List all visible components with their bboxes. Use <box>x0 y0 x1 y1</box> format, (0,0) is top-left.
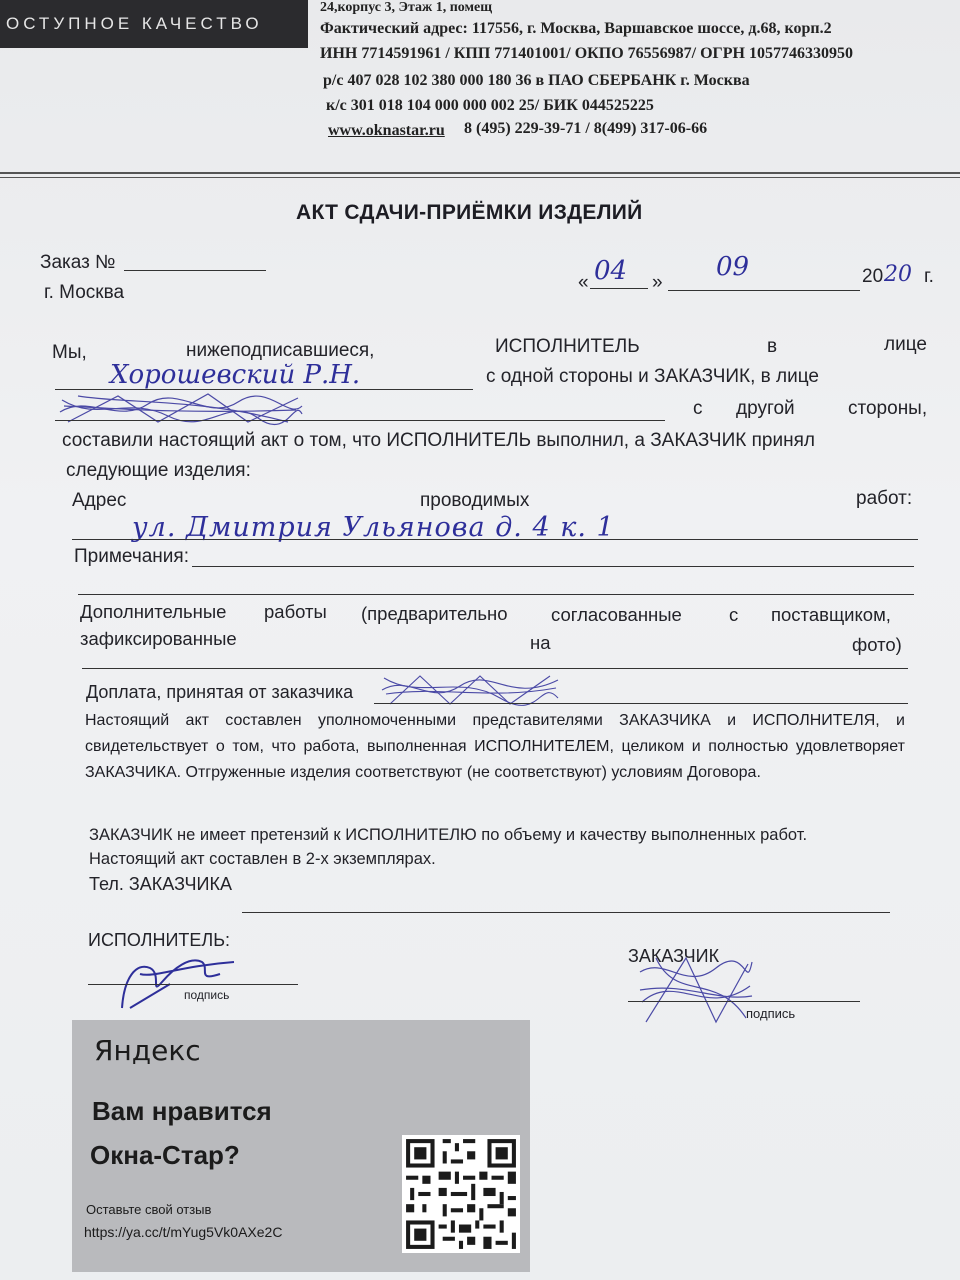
date-day-line <box>590 288 648 289</box>
logo-tagline: ОСТУПНОЕ КАЧЕСТВО <box>6 14 263 33</box>
payment-line <box>374 703 908 704</box>
parties-word: ИСПОЛНИТЕЛЬ <box>495 336 640 357</box>
yandex-review-link[interactable]: https://ya.cc/t/mYug5Vk0AXe2C <box>84 1224 283 1240</box>
executor-name-handwritten: Хорошевский Р.Н. <box>110 360 361 390</box>
notes-line-2 <box>78 594 914 595</box>
parties-line4: следующие изделия: <box>66 460 251 481</box>
customer-phone-line <box>242 912 890 913</box>
work-address-handwritten: ул. Дмитрия Ульянова д. 4 к. 1 <box>132 512 615 543</box>
date-month-line <box>668 290 860 291</box>
header-account: р/с 407 028 102 380 000 180 36 в ПАО СБЕРБАНК г. Москва <box>323 72 750 89</box>
extra-word: работы <box>264 601 327 622</box>
document-title: АКТ СДАЧИ-ПРИЁМКИ ИЗДЕЛИЙ <box>296 201 643 224</box>
date-quote-open: « <box>578 272 589 293</box>
parties-word: Мы, <box>52 342 87 363</box>
header-divider-thin <box>0 177 960 178</box>
parties-line3: составили настоящий акт о том, что ИСПОЛНИТЕЛЬ выполнил, а ЗАКАЗЧИК принял <box>62 430 815 451</box>
date-quote-close: » <box>652 272 663 293</box>
extra-word: Дополнительные <box>80 601 227 622</box>
one-side-text: с одной стороны и ЗАКАЗЧИК, в лице <box>486 366 819 387</box>
copies-text: Настоящий акт составлен в 2-х экземплярах. <box>89 850 436 868</box>
redacted-customer-signature <box>636 952 754 1028</box>
parties-word: другой <box>736 398 795 419</box>
address-word: проводимых <box>420 490 530 511</box>
date-month: 09 <box>716 252 750 282</box>
extra-word: согласованные <box>551 604 682 625</box>
year-unit: г. <box>924 266 934 287</box>
extra-word: поставщиком, <box>771 604 891 625</box>
parties-word: в <box>767 336 778 357</box>
notes-label: Примечания: <box>74 546 189 567</box>
yandex-logo: Яндекс <box>94 1034 201 1067</box>
extra-word: зафиксированные <box>80 628 237 649</box>
extra-word: с <box>729 604 739 625</box>
parties-word: стороны, <box>848 398 928 419</box>
address-word: Адрес <box>72 490 127 511</box>
date-day: 04 <box>594 256 628 286</box>
order-number-line <box>124 270 266 271</box>
notes-line <box>192 566 914 567</box>
header-divider <box>0 172 960 174</box>
executor-name-line <box>55 389 473 390</box>
city: г. Москва <box>44 282 125 303</box>
customer-signature-label: ЗАКАЗЧИК <box>628 946 720 966</box>
payment-label: Доплата, принятая от заказчика <box>86 682 354 702</box>
yandex-cta: Оставьте свой отзыв <box>86 1202 212 1217</box>
customer-signature-caption: подпись <box>746 1006 796 1021</box>
extra-word: (предварительно <box>361 603 508 624</box>
extra-word: фото) <box>852 634 902 655</box>
executor-signature-label: ИСПОЛНИТЕЛЬ: <box>88 930 231 950</box>
parties-word: с <box>693 398 703 419</box>
order-label: Заказ № <box>40 252 116 273</box>
claims-text: ЗАКАЗЧИК не имеет претензий к ИСПОЛНИТЕЛЮ по объему и качеству выполненных работ. <box>89 826 808 844</box>
header-corr-account: к/с 301 018 104 000 000 002 25/ БИК 044525225 <box>326 97 654 114</box>
extra-word: на <box>530 632 551 653</box>
work-address-line <box>72 539 918 540</box>
customer-signature-line <box>628 1001 860 1002</box>
customer-name-line <box>55 420 665 421</box>
qr-code-icon[interactable] <box>402 1135 520 1253</box>
executor-signature-line <box>88 984 298 985</box>
yandex-question-line2: Окна-Стар? <box>90 1140 240 1170</box>
year-prefix: 20 <box>862 266 884 287</box>
executor-signature-caption: подпись <box>184 988 230 1002</box>
customer-phone-label: Тел. ЗАКАЗЧИКА <box>89 874 232 894</box>
act-statement: Настоящий акт составлен уполномоченными представителями ЗАКАЗЧИКА и ИСПОЛНИТЕЛЯ, и свидетельствует о том, что работа, выполненная ИСПОЛНИТЕЛЕМ, целиком и полностью удовлетворяет ЗАКАЗЧИКА. Отгруженные изделия соответствуют (не соответствуют) условиям Договора. <box>85 712 905 781</box>
company-logo <box>0 0 308 48</box>
year-suffix: 20 <box>884 262 912 287</box>
website-link[interactable]: www.oknastar.ru <box>328 122 445 139</box>
header-address-top: 24,корпус 3, Этаж 1, помещ <box>320 0 493 15</box>
parties-word: нижеподписавшиеся, <box>186 340 375 361</box>
extra-line <box>82 668 908 669</box>
header-codes: ИНН 7714591961 / КПП 771401001/ ОКПО 76556987/ ОГРН 1057746330950 <box>320 45 853 62</box>
header-phones: 8 (495) 229-39-71 / 8(499) 317-06-66 <box>464 120 708 137</box>
address-word: работ: <box>856 488 913 509</box>
yandex-question-line1: Вам нравится <box>92 1096 272 1126</box>
parties-word: лице <box>884 334 927 355</box>
header-actual-address: Фактический адрес: 117556, г. Москва, Варшавское шоссе, д.68, корп.2 <box>320 20 832 37</box>
executor-signature <box>110 938 240 1016</box>
